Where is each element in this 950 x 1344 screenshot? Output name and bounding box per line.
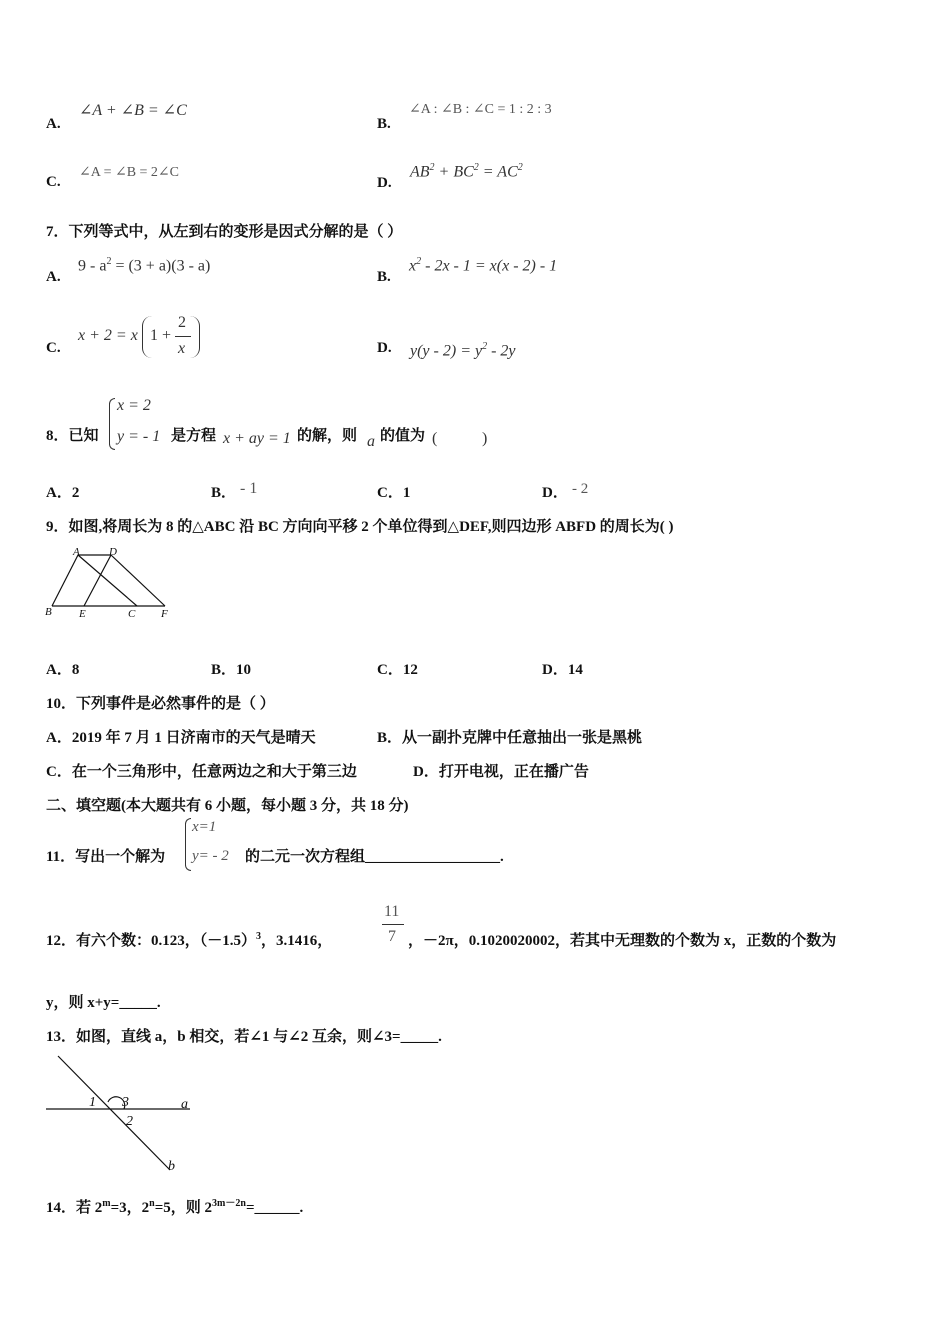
q10-stem: 10．下列事件是必然事件的是（ ） (46, 696, 275, 712)
q7-option-c-frac-bar (175, 336, 191, 337)
q6-option-c-math: ∠A = ∠B = 2∠C (79, 165, 179, 180)
q8-option-d-value: - 2 (572, 481, 589, 497)
q9-option-a: A．8 (46, 662, 80, 678)
q8-option-a: A．2 (46, 485, 80, 501)
q7-option-a-label: A. (46, 269, 61, 285)
q8-paren-right: ) (482, 430, 488, 447)
q10-option-a: A．2019 年 7 月 1 日济南市的天气是晴天 (46, 730, 316, 746)
q7-option-c-one-plus: 1 + (150, 327, 172, 344)
q6-option-b-math: ∠A : ∠B : ∠C = 1 : 2 : 3 (409, 102, 552, 117)
q12-frac-numerator: 11 (384, 903, 400, 920)
q6-option-a-label: A. (46, 116, 61, 132)
q8-system-brace (109, 398, 115, 450)
q10-option-b: B．从一副扑克牌中任意抽出一张是黑桃 (377, 730, 643, 746)
q8-number: 8．已知 (46, 428, 99, 444)
q8-option-b-label: B． (211, 485, 237, 501)
q14-text: 14．若 $2^m=3$，$2^n=5$，则 $2^{3m-2n}=\_\_\_\_\_\_$. (46, 1198, 304, 1216)
q6-option-b-label: B. (377, 116, 391, 132)
q13-line-a-label: a (181, 1097, 188, 1112)
q9-stem: 9．如图,将周长为 8 的△ABC 沿 BC 方向向平移 2 个单位得到△DEF,则四边形 ABFD 的周长为( ) (46, 519, 674, 535)
q8-equation: x + ay = 1 (223, 430, 291, 447)
q9-option-c: C．12 (377, 662, 418, 678)
q6-option-c-label: C. (46, 174, 61, 190)
q9-label-b: B (45, 606, 52, 618)
q9-label-a: A (73, 546, 80, 558)
q7-option-d-math: $y(y - 2) = y^2 - 2y$ (410, 341, 516, 360)
q12-prefix: 12．有六个数：0.123，$(-1.5)^3$，3.1416， (46, 931, 333, 949)
q8-paren-left: ( (432, 430, 438, 447)
q12-suffix: ，－2π，0.1020020002，若其中无理数的个数为 x，正数的个数为 (408, 933, 837, 949)
q9-option-d: D．14 (542, 662, 583, 678)
q8-variable-a: a (367, 433, 375, 450)
q6-option-d-label: D. (377, 175, 392, 191)
q6-option-d-math: $AB^2 + BC^2 = AC^2$ (410, 162, 523, 181)
q10-option-c: C．在一个三角形中，任意两边之和大于第三边 (46, 764, 357, 780)
q12-frac-bar (382, 924, 404, 925)
q9-label-c: C (128, 608, 136, 620)
q8-tail-text-2: 的值为 (380, 428, 426, 444)
q7-option-b-label: B. (377, 269, 391, 285)
q7-option-c-numerator: 2 (178, 314, 186, 331)
q11-system-eq2: y= - 2 (192, 848, 229, 864)
q8-option-b-value: - 1 (240, 480, 258, 497)
q13-angle-1: 1 (89, 1095, 96, 1110)
q8-option-c: C．1 (377, 485, 411, 501)
section-2-heading: 二、填空题(本大题共有 6 小题，每小题 3 分，共 18 分) (46, 798, 409, 814)
q13-line-b-label: b (168, 1159, 175, 1174)
q8-system-eq1: x = 2 (117, 397, 151, 414)
q7-option-c-math: x + 2 = x (78, 327, 138, 344)
q11-system-brace (185, 818, 191, 871)
q9-label-e: E (79, 608, 86, 620)
q12-frac-denominator: 7 (388, 928, 396, 945)
q7-option-d-label: D. (377, 340, 392, 356)
q8-option-d-label: D． (542, 485, 568, 501)
q11-system-eq1: x=1 (192, 819, 217, 835)
q8-system-eq2: y = - 1 (117, 428, 161, 445)
q11-suffix: 的二元一次方程组__________________. (245, 849, 504, 865)
q10-option-d: D．打开电视，正在播广告 (413, 764, 589, 780)
q12-line-2: y，则 x+y=_____. (46, 995, 161, 1011)
q13-figure (42, 1052, 202, 1177)
q13-angle-2: 2 (126, 1114, 133, 1129)
q8-mid-text: 是方程 (171, 428, 217, 444)
q8-tail-text: 的解，则 (297, 428, 358, 444)
q13-stem: 13．如图，直线 a，b 相交，若∠1 与∠2 互余，则∠3=_____. (46, 1029, 442, 1045)
q7-option-a-math: $9 - a^2 = (3 + a)(3 - a)$ (78, 256, 211, 275)
q7-option-c-label: C. (46, 340, 61, 356)
q13-angle-3: 3 (122, 1095, 129, 1110)
q7-option-c-denominator: x (178, 340, 186, 357)
q6-option-a-math: ∠A + ∠B = ∠C (79, 102, 187, 119)
q9-label-f: F (161, 608, 168, 620)
q9-option-b: B．10 (211, 662, 252, 678)
q7-stem: 7．下列等式中，从左到右的变形是因式分解的是（ ） (46, 224, 403, 240)
q7-option-b-math: $x^2 - 2x - 1 = x(x - 2) - 1$ (409, 256, 558, 275)
q9-figure (40, 544, 180, 624)
q11-prefix: 11．写出一个解为 (46, 849, 166, 865)
q9-label-d: D (109, 546, 117, 558)
